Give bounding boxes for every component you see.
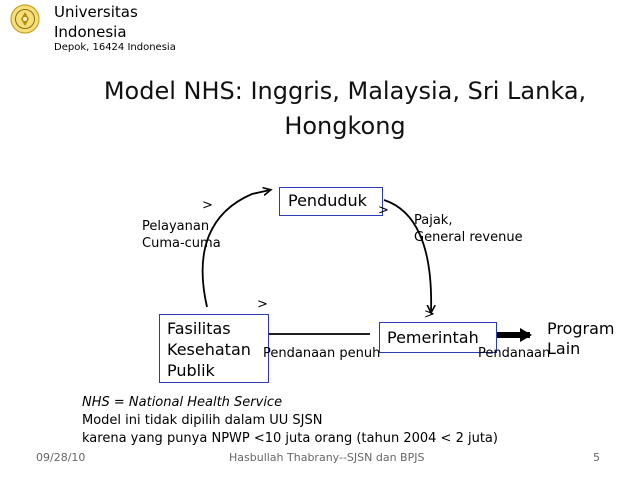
label-pelayanan-line-2: Cuma-cuma xyxy=(142,236,221,251)
label-pajak-line-2: General revenue xyxy=(414,230,523,245)
marker-2: > xyxy=(378,203,389,218)
university-name: Universitas Indonesia xyxy=(54,3,138,41)
note-npwp-reason: karena yang punya NPWP <10 juta orang (tahun 2004 < 2 juta) xyxy=(82,431,498,446)
label-pendanaan-penuh: Pendanaan penuh xyxy=(263,346,381,361)
footer-author: Hasbullah Thabrany--SJSN dan BPJS xyxy=(229,451,425,464)
marker-3: > xyxy=(257,297,268,312)
node-fasilitas-line-1: Fasilitas xyxy=(167,319,231,338)
node-penduduk xyxy=(279,187,383,216)
node-penduduk-label: Penduduk xyxy=(288,191,367,210)
label-pelayanan-line-1: Pelayanan xyxy=(142,219,210,234)
node-fasilitas-kesehatan xyxy=(159,314,269,383)
node-fasilitas-line-3: Publik xyxy=(167,361,215,380)
note-nhs-definition: NHS = National Health Service xyxy=(82,395,283,410)
slide-title: Model NHS: Inggris, Malaysia, Sri Lanka, Hongkong xyxy=(103,77,587,140)
notes-block xyxy=(82,394,498,448)
marker-4: > xyxy=(424,307,435,322)
label-pajak-line-1: Pajak, xyxy=(414,213,453,228)
note-not-chosen: Model ini tidak dipilih dalam UU SJSN xyxy=(82,413,323,428)
node-fasilitas-line-2: Kesehatan xyxy=(167,340,251,359)
node-program-lain: Program Lain xyxy=(547,319,615,358)
label-pendanaan: Pendanaan xyxy=(478,346,551,361)
footer-page-number: 5 xyxy=(593,451,600,464)
university-location: Depok, 16424 Indonesia xyxy=(54,42,176,53)
node-pemerintah-label: Pemerintah xyxy=(387,328,479,347)
marker-1: > xyxy=(202,198,213,213)
footer-date: 09/28/10 xyxy=(36,451,86,464)
